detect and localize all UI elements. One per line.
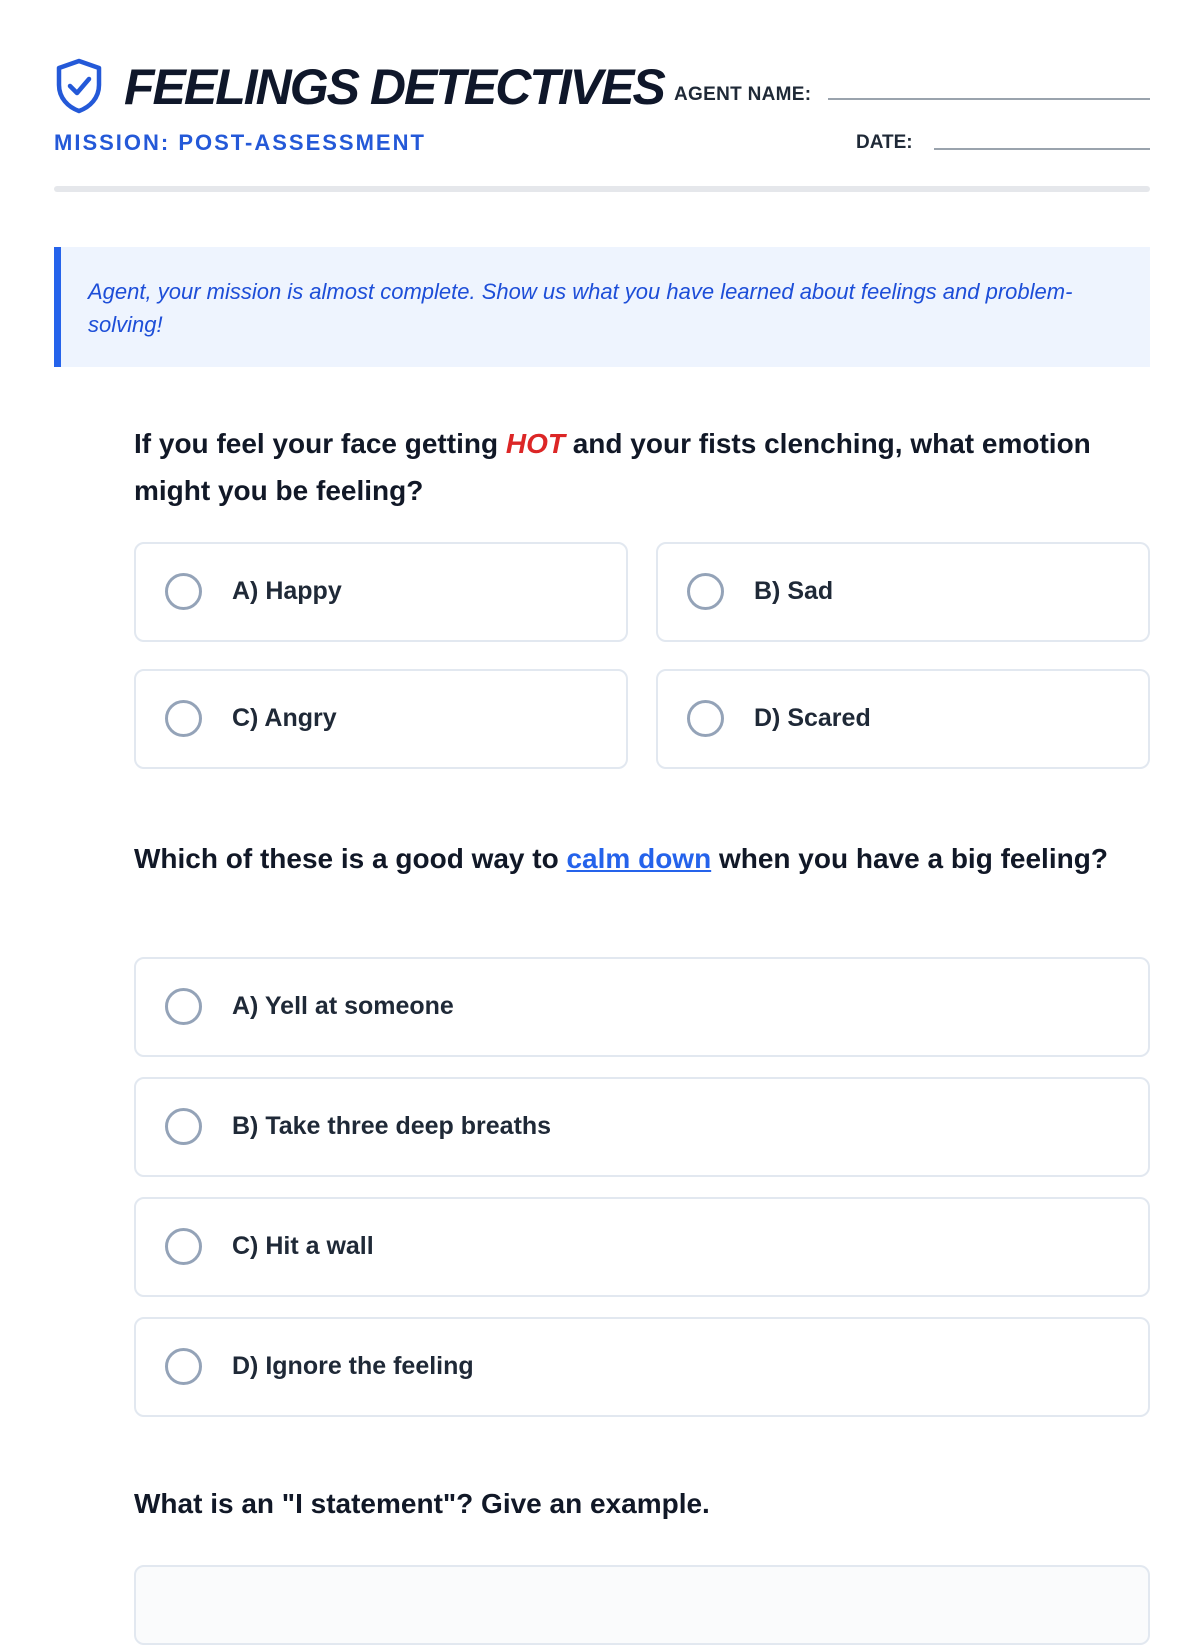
- option-label: A) Yell at someone: [232, 992, 454, 1020]
- page-title: FEELINGS DETECTIVES: [124, 59, 664, 115]
- radio-button[interactable]: [165, 1108, 202, 1145]
- question-2: [134, 835, 1144, 882]
- date-field[interactable]: [934, 148, 1150, 150]
- question-2-text-end: when you have a big feeling?: [711, 843, 1108, 874]
- question-2-text-start: Which of these is a good way to: [134, 843, 567, 874]
- header-divider: [54, 186, 1150, 192]
- question-1: [134, 420, 1144, 514]
- question-1-highlight: HOT: [505, 428, 565, 459]
- q1-option-b[interactable]: [656, 542, 1150, 642]
- radio-button[interactable]: [165, 1228, 202, 1265]
- question-3: What is an "I statement"? Give an example.: [134, 1488, 710, 1519]
- q2-option-c[interactable]: [134, 1197, 1150, 1297]
- q2-option-d[interactable]: [134, 1317, 1150, 1417]
- option-label: B) Sad: [754, 577, 834, 605]
- mission-intro-callout: Agent, your mission is almost complete. Show us what you have learned about feelings and problem-solving!: [54, 247, 1150, 367]
- option-label: C) Angry: [232, 704, 337, 732]
- shield-check-icon: [54, 58, 104, 114]
- q1-option-d[interactable]: [656, 669, 1150, 769]
- agent-name-field[interactable]: [828, 98, 1150, 100]
- radio-button[interactable]: [165, 573, 202, 610]
- q1-option-a[interactable]: [134, 542, 628, 642]
- date-label: DATE:: [856, 132, 913, 153]
- option-label: A) Happy: [232, 577, 342, 605]
- option-label: D) Ignore the feeling: [232, 1352, 474, 1380]
- question-2-highlight: calm down: [566, 843, 712, 874]
- option-label: D) Scared: [754, 704, 871, 732]
- option-label: C) Hit a wall: [232, 1232, 374, 1260]
- question-1-text-start: If you feel your face getting: [134, 428, 506, 459]
- radio-button[interactable]: [165, 700, 202, 737]
- agent-name-label: AGENT NAME:: [674, 84, 812, 105]
- radio-button[interactable]: [165, 1348, 202, 1385]
- q2-option-b[interactable]: [134, 1077, 1150, 1177]
- radio-button[interactable]: [687, 700, 724, 737]
- question-1-text-end: and your fists clenching, what emotion might you be feeling?: [134, 428, 1091, 506]
- radio-button[interactable]: [165, 988, 202, 1025]
- question-3-answer-field[interactable]: [134, 1565, 1150, 1645]
- option-label: B) Take three deep breaths: [232, 1112, 552, 1140]
- q1-option-c[interactable]: [134, 669, 628, 769]
- radio-button[interactable]: [687, 573, 724, 610]
- mission-subtitle: MISSION: POST-ASSESSMENT: [54, 130, 426, 155]
- q2-option-a[interactable]: [134, 957, 1150, 1057]
